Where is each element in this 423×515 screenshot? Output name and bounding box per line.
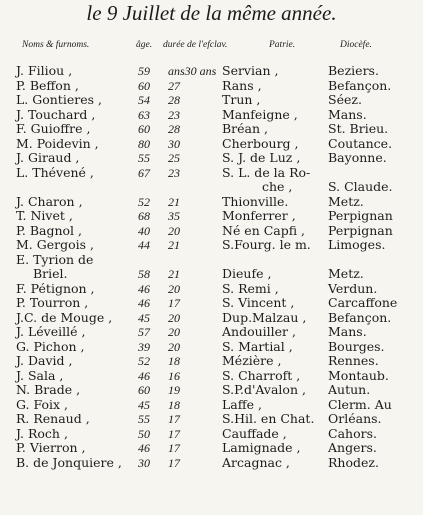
name-cell: F. Pétignon , <box>16 280 95 296</box>
name-cell: R. Renaud , <box>16 411 90 426</box>
duration-cell: 20 <box>168 223 180 238</box>
homeland-cell: Servian , <box>222 63 279 78</box>
duration-cell: 19 <box>168 383 180 397</box>
name-cell: J. Charon , <box>16 193 83 209</box>
list-item <box>0 427 423 442</box>
duration-cell: 18 <box>168 354 180 368</box>
duration-cell: 17 <box>168 412 180 426</box>
age-cell: 60 <box>138 78 150 93</box>
duration-cell: 20 <box>168 339 180 354</box>
age-cell: 46 <box>138 368 150 383</box>
diocese-cell: Carcaffone <box>328 295 398 310</box>
captives-list <box>0 64 423 470</box>
duration-cell: 30 <box>168 136 180 151</box>
age-cell: 68 <box>138 209 150 223</box>
duration-cell: 21 <box>168 267 180 281</box>
diocese-cell: Perpignan <box>328 208 393 223</box>
duration-cell: 16 <box>168 368 180 383</box>
diocese-cell: Orléans. <box>328 411 382 426</box>
page-title: le 9 Juillet de la même année. <box>86 1 337 25</box>
diocese-cell: Clerm. Au <box>328 396 392 412</box>
duration-cell: 17 <box>168 455 180 470</box>
diocese-cell: Metz. <box>328 266 364 281</box>
header-duree: durée de l'efclav. <box>163 40 228 50</box>
homeland-cell: S.Hil. en Chat. <box>222 411 315 426</box>
age-cell: 44 <box>138 238 150 252</box>
name-cell: L. Thévené , <box>16 164 94 180</box>
column-headers <box>0 40 423 54</box>
homeland-cell: Laffe , <box>222 396 262 412</box>
age-cell: 50 <box>138 426 150 441</box>
duration-cell: 17 <box>168 426 180 441</box>
name-cell: Briel. <box>33 266 68 281</box>
name-cell: T. Nivet , <box>16 208 73 223</box>
diocese-cell: Metz. <box>328 193 364 209</box>
diocese-cell: Verdun. <box>328 280 378 296</box>
diocese-cell: Cahors. <box>328 425 377 441</box>
diocese-cell: Coutance. <box>328 135 393 151</box>
list-item <box>0 340 423 355</box>
duration-cell: 20 <box>168 281 180 296</box>
name-cell: J. Léveillé , <box>16 324 86 339</box>
list-item <box>0 151 423 166</box>
list-item <box>0 64 423 79</box>
duration-cell: 21 <box>168 238 180 252</box>
name-cell: J. Touchard , <box>16 106 96 122</box>
diocese-cell: Montaub. <box>328 367 389 383</box>
duration-cell: 35 <box>168 209 180 223</box>
list-item <box>0 398 423 413</box>
homeland-cell: S. Charroft , <box>222 367 301 383</box>
list-item <box>0 369 423 384</box>
name-cell: P. Beffon , <box>16 77 79 93</box>
name-cell: N. Brade , <box>16 382 81 397</box>
homeland-cell: Lamignade , <box>222 440 301 455</box>
diocese-cell: Befançon. <box>328 309 392 325</box>
list-item <box>0 282 423 297</box>
homeland-cell: che , <box>262 179 293 194</box>
diocese-cell: Limoges. <box>328 237 386 252</box>
homeland-cell: Rans , <box>222 77 262 93</box>
duration-cell: 23 <box>168 107 180 122</box>
header-diocese: Diocèfe. <box>340 40 372 50</box>
duration-cell: 28 <box>168 93 180 107</box>
age-cell: 80 <box>138 136 150 151</box>
diocese-cell: Séez. <box>328 92 362 107</box>
list-item <box>0 195 423 210</box>
name-cell: B. de Jonquiere , <box>16 454 122 470</box>
header-age: âge. <box>136 40 153 50</box>
list-item <box>0 311 423 326</box>
homeland-cell: Cauffade , <box>222 425 287 441</box>
diocese-cell: St. Brieu. <box>328 121 389 136</box>
age-cell: 30 <box>138 455 150 470</box>
list-item <box>0 79 423 94</box>
homeland-cell: Arcagnac , <box>222 454 290 470</box>
name-cell: G. Pichon , <box>16 338 85 354</box>
homeland-cell: S. Martial , <box>222 338 293 354</box>
homeland-cell: S.P.d'Avalon , <box>222 382 306 397</box>
age-cell: 52 <box>138 354 150 368</box>
duration-cell: 28 <box>168 122 180 136</box>
age-cell: 45 <box>138 397 150 412</box>
duration-cell: 18 <box>168 397 180 412</box>
diocese-cell: Mans. <box>328 324 367 339</box>
list-item <box>0 441 423 456</box>
duration-cell: 27 <box>168 78 180 93</box>
age-cell: 59 <box>138 64 150 78</box>
name-cell: J.C. de Mouge , <box>16 309 113 325</box>
duration-cell: 17 <box>168 296 180 310</box>
homeland-cell: S. L. de la Ro- <box>222 164 311 180</box>
list-item <box>0 93 423 108</box>
homeland-cell: Cherbourg , <box>222 135 299 151</box>
diocese-cell: Bourges. <box>328 338 385 354</box>
homeland-cell: Trun , <box>222 92 261 107</box>
diocese-cell: Befançon. <box>328 77 392 93</box>
diocese-cell: Rennes. <box>328 353 379 368</box>
age-cell: 52 <box>138 194 150 209</box>
homeland-cell: Né en Capfi , <box>222 222 306 238</box>
list-item <box>0 412 423 427</box>
age-cell: 46 <box>138 281 150 296</box>
diocese-cell: Angers. <box>328 440 377 455</box>
list-item <box>0 354 423 369</box>
diocese-cell: Mans. <box>328 106 367 122</box>
name-cell: L. Gontieres , <box>16 92 102 107</box>
duration-cell: 20 <box>168 310 180 325</box>
list-item <box>0 325 423 340</box>
name-cell: J. Sala , <box>16 367 64 383</box>
name-cell: P. Tourron , <box>16 295 89 310</box>
duration-cell: 20 <box>168 325 180 339</box>
list-item <box>0 180 423 195</box>
duration-cell: 21 <box>168 194 180 209</box>
name-cell: M. Gergois , <box>16 237 94 252</box>
name-cell: J. Filiou , <box>16 63 73 78</box>
homeland-cell: S. J. de Luz , <box>222 150 301 165</box>
list-item <box>0 383 423 398</box>
list-item <box>0 122 423 137</box>
name-cell: J. Giraud , <box>16 150 80 165</box>
homeland-cell: Manfeigne , <box>222 106 298 122</box>
list-item <box>0 108 423 123</box>
homeland-cell: Bréan , <box>222 121 269 136</box>
list-item <box>0 238 423 253</box>
age-cell: 67 <box>138 165 150 180</box>
header-patrie: Patrie. <box>269 40 296 50</box>
age-cell: 54 <box>138 93 150 107</box>
list-item <box>0 137 423 152</box>
diocese-cell: S. Claude. <box>328 179 393 194</box>
homeland-cell: Mézière , <box>222 353 282 368</box>
diocese-cell: Autun. <box>328 382 371 397</box>
name-cell: G. Foix , <box>16 396 68 412</box>
list-item <box>0 456 423 471</box>
list-item <box>0 166 423 181</box>
age-cell: 58 <box>138 267 150 281</box>
list-item <box>0 224 423 239</box>
age-cell: 55 <box>138 151 150 165</box>
name-cell: F. Guioffre , <box>16 121 91 136</box>
age-cell: 60 <box>138 383 150 397</box>
name-cell: P. Bagnol , <box>16 222 82 238</box>
name-cell: M. Poidevin , <box>16 135 99 151</box>
age-cell: 45 <box>138 310 150 325</box>
age-cell: 55 <box>138 412 150 426</box>
list-item <box>0 296 423 311</box>
duration-cell: 25 <box>168 151 180 165</box>
page-bottom-edge <box>0 511 423 515</box>
age-cell: 63 <box>138 107 150 122</box>
homeland-cell: S. Remi , <box>222 280 279 296</box>
homeland-cell: Thionville. <box>222 193 289 209</box>
age-cell: 40 <box>138 223 150 238</box>
homeland-cell: S.Fourg. le m. <box>222 237 311 252</box>
duration-cell: ans30 ans <box>168 64 217 78</box>
list-item <box>0 253 423 268</box>
homeland-cell: Monferrer , <box>222 208 296 223</box>
name-cell: E. Tyrion de <box>16 251 94 267</box>
duration-cell: 23 <box>168 165 180 180</box>
age-cell: 60 <box>138 122 150 136</box>
age-cell: 39 <box>138 339 150 354</box>
diocese-cell: Rhodez. <box>328 454 379 470</box>
diocese-cell: Beziers. <box>328 63 379 78</box>
age-cell: 46 <box>138 296 150 310</box>
homeland-cell: Dieufe , <box>222 266 272 281</box>
list-item <box>0 267 423 282</box>
homeland-cell: Andouiller , <box>222 324 296 339</box>
homeland-cell: S. Vincent , <box>222 295 295 310</box>
diocese-cell: Perpignan <box>328 222 393 238</box>
name-cell: P. Vierron , <box>16 440 86 455</box>
header-nom: Noms & furnoms. <box>22 40 90 50</box>
age-cell: 46 <box>138 441 150 455</box>
age-cell: 57 <box>138 325 150 339</box>
name-cell: J. David , <box>16 353 73 368</box>
list-item <box>0 209 423 224</box>
name-cell: J. Roch , <box>16 425 68 441</box>
duration-cell: 17 <box>168 441 180 455</box>
homeland-cell: Dup.Malzau , <box>222 309 307 325</box>
diocese-cell: Bayonne. <box>328 150 387 165</box>
